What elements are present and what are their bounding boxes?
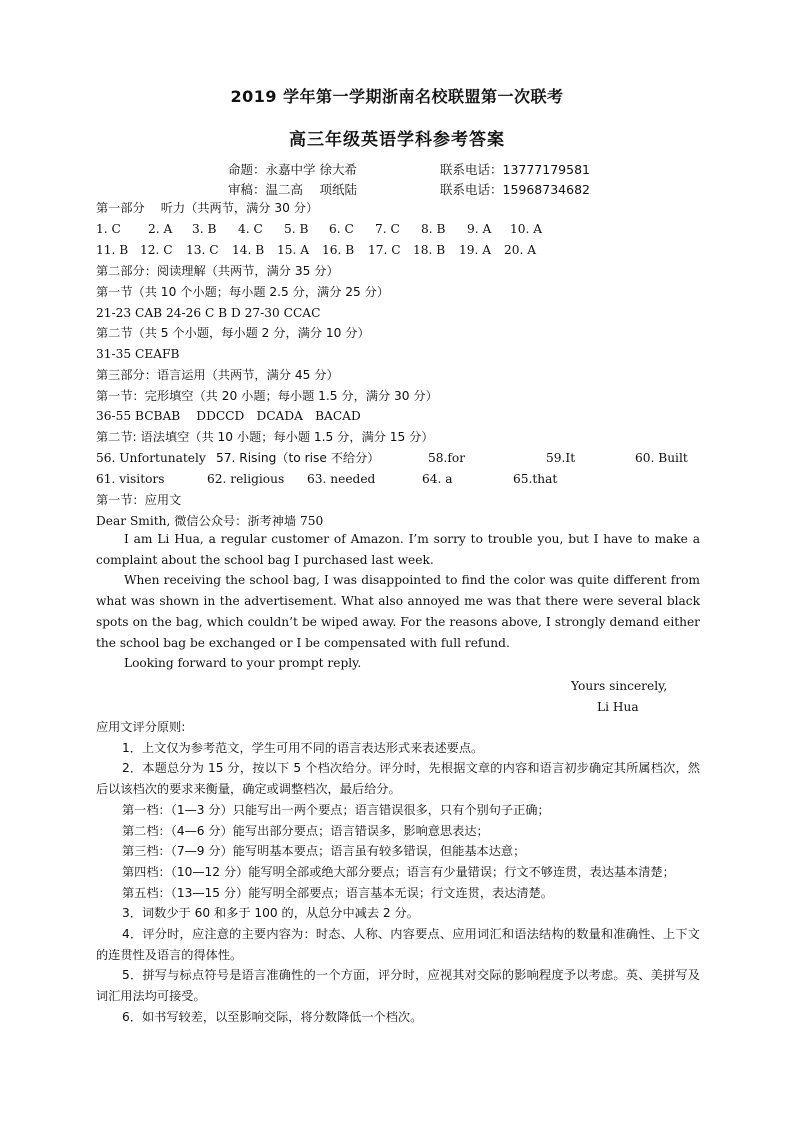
grammar-answers-row1 [96,450,696,466]
grading-item: 第四档：（10—12 分）能写明全部或绝大部分要点；语言有少量错误；行文不够连贯，表达基本清楚； [122,864,675,879]
part3-section1-heading: 第一节：完形填空（共 20 小题；每小题 1.5 分，满分 30 分） [96,389,438,403]
cloze-answers: 36-55 BCBAB DDCCD DCADA BACAD [96,409,361,423]
reading-answers-section2: 31-35 CEAFB [96,347,180,361]
part2-section2-heading: 第二节（共 5 个小题，每小题 2 分，满分 10 分） [96,326,370,340]
answer-item: 15. A [277,243,310,257]
exam-title: 2019 学年第一学期浙南名校联盟第一次联考 [230,87,564,106]
grading-rules [96,717,700,1028]
answer-item: 62. religious [207,472,285,486]
grading-item: 5．拼写与标点符号是语言准确性的一个方面，评分时，应视其对交际的影响程度予以考虑。英、美拼写及词汇用法均可接受。 [96,968,700,1004]
letter-paragraph: When receiving the school bag, I was disappointed to find the color was quite different from what was shown in the advertisement. What also annoyed me was that there were several black spots on the bag, which couldn’t be wiped away. For the reasons above, I strongly demand either the school bag be exchanged or I be compensated with full refund. [96,573,700,650]
part3-section2-heading: 第二节: 语法填空（共 10 小题；每小题 1.5 分，满分 15 分） [96,430,434,444]
answer-item: 12. C [140,243,173,257]
letter-closing: Yours sincerely, [571,679,668,693]
answer-item: 63. needed [307,472,376,486]
grading-item: 第三档：（7—9 分）能写明基本要点；语言虽有较多错误，但能基本达意； [122,844,526,859]
grading-item: 3．词数少于 60 和多于 100 的，从总分中减去 2 分。 [122,906,419,921]
letter-signature: Li Hua [597,700,639,714]
answer-item: 57. Rising（to rise 不给分） [216,451,380,465]
listening-answers-row2 [96,242,716,258]
author-name: 命题：永嘉中学 徐大希 [228,162,357,177]
reviewer-phone: 联系电话：15968734682 [440,182,590,197]
answer-item: 60. Built [635,451,688,465]
part2-heading: 第二部分：阅读理解（共两节，满分 35 分） [96,264,339,278]
answer-item: 9. A [467,222,492,236]
reading-answers-section1: 21-23 CAB 24-26 C B D 27-30 CCAC [96,306,321,320]
answer-item: 61. visitors [96,472,165,486]
reviewer-name: 审稿：温二高 项纸陆 [228,182,357,197]
answer-item: 3. B [192,222,217,236]
answer-item: 59.It [546,451,576,465]
author-phone: 联系电话：13777179581 [440,162,590,177]
answer-item: 14. B [232,243,265,257]
answer-item: 56. Unfortunately [96,451,206,465]
document-subtitle: 高三年级英语学科参考答案 [289,130,505,150]
answer-item: 16. B [322,243,355,257]
answer-item: 7. C [375,222,400,236]
grading-heading: 应用文评分原则: [96,720,186,734]
answer-item: 65.that [513,472,558,486]
part2-section1-heading: 第一节（共 10 个小题；每小题 2.5 分，满分 25 分） [96,285,390,299]
answer-item: 1. C [96,222,121,236]
answer-item: 13. C [186,243,219,257]
answer-item: 5. B [284,222,309,236]
grading-item: 2．本题总分为 15 分，按以下 5 个档次给分。评分时，先根据文章的内容和语言初步确定其所属档次，然后以该档次的要求来衡量，确定或调整档次，最后给分。 [96,761,700,797]
listening-answers-row1 [96,221,716,237]
grading-item: 第二档：（4—6 分）能写出部分要点；语言错误多，影响意思表达； [122,823,489,838]
grading-item: 第一档：（1—3 分）只能写出一两个要点；语言错误很多，只有个别句子正确； [122,802,550,817]
writing-heading: 第一节：应用文 [96,493,182,507]
answer-item: 6. C [329,222,354,236]
letter-paragraph: I am Li Hua, a regular customer of Amazon. I’m sorry to trouble you, but I have to make a complaint about the school bag I purchased last week. [96,532,700,567]
grading-item: 4．评分时，应注意的主要内容为：时态、人称、内容要点、应用词汇和语法结构的数量和准确性、上下文的连贯性及语言的得体性。 [96,927,700,962]
answer-item: 18. B [413,243,446,257]
answer-item: 58.for [428,451,466,465]
answer-item: 20. A [504,243,537,257]
answer-item: 8. B [421,222,446,236]
part3-heading: 第三部分：语言运用（共两节，满分 45 分） [96,368,339,382]
grammar-answers-row2 [96,471,696,487]
answer-item: 17. C [368,243,401,257]
grading-item: 1．上文仅为参考范文，学生可用不同的语言表达形式来表述要点。 [122,740,484,755]
grading-item: 6．如书写较差，以至影响交际，将分数降低一个档次。 [122,1009,423,1024]
letter-salutation: Dear Smith, 微信公众号：浙考神墙 750 [96,514,324,528]
answer-item: 64. a [422,472,453,486]
answer-item: 10. A [510,222,543,236]
letter-body [96,529,700,674]
answer-item: 19. A [459,243,492,257]
answer-item: 4. C [238,222,263,236]
grading-item: 第五档：（13—15 分）能写明全部要点；语言基本无误；行文连贯，表达清楚。 [122,885,553,900]
answer-item: 11. B [96,243,129,257]
letter-paragraph: Looking forward to your prompt reply. [124,656,362,671]
part1-heading: 第一部分 听力（共两节，满分 30 分） [96,201,319,215]
answer-item: 2. A [148,222,173,236]
